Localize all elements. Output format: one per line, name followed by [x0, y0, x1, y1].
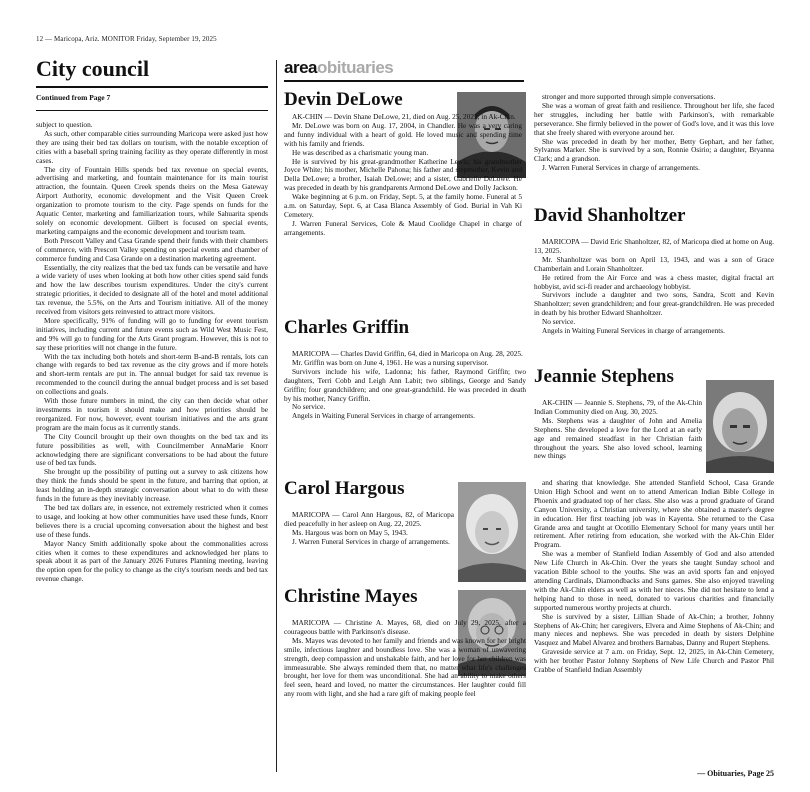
paragraph: Essentially, the city realizes that the bed tax funds can be versatile and have a wide variety of uses when looking at both how other cities spend said funds and how the law describes tourism expenditures. Under the city's current strategic priorities, it decided to designate all of the hotel and motel additional tax revenue, the 5.5%, on the Arts and Tourism initiative. All of the money received from visitors gets reinvested to attract more visitors.	[36, 262, 268, 317]
paragraph: She brought up the possibility of putting out a survey to ask citizens how they think the funds should be spent in the future, and barring that option, at least holding an in-depth strategic conversation about what to do with these funds in the future as they inevitably increase.	[36, 467, 268, 504]
paragraph: Ms. Mayes was devoted to her family and friends and was known for her bright smile, infectious laughter and boundless love. She was a woman of unwavering strength, deep compassion and unshakable faith, and her love for her children was immeasurable. She always reminded them that, no matter what life's challenges brought, her love for them was unconditional. She had an ability to make others feel seen, heard and loved, no matter the circumstances. Her laughter could fill any room with light, and she had a rare gift of making people feel	[284, 635, 526, 699]
paragraph: She is survived by a sister, Lillian Shade of Ak-Chin; a brother, Johnny Stephens of Ak-Chin; her caregivers, Elvera and Aime Stephens of Ak-Chin; and many nieces and nephews. She was preceded in death by sisters Delphine Vasquez and Mabel Alvarez and brothers Barnabas, Danny and Rupert Stephens.	[534, 611, 774, 648]
paragraph: He is survived by his great-grandmother Katherine Lewis; his grandmother Joyce White; his mother, Michelle Pahona; his father and stepmother, Kevin and Della DeLowe; a brother, Isaiah DeLowe; and a sister, Gabrielle DeLowe. He was preceded in death by his grandparents Armond DeLowe and Dolly Jackson.	[284, 156, 522, 193]
portrait-photo-stephens	[706, 380, 774, 473]
obit-name-delowe: Devin DeLowe	[284, 89, 403, 110]
paragraph: MARICOPA — Charles David Griffin, 64, died in Maricopa on Aug. 28, 2025.	[292, 349, 523, 358]
paragraph: With the tax including both hotels and short-term B-and-B rentals, lots can change with regards to bed tax revenue as the city grows and if more hotels and short-term rentals are put in. The annual budget for said tax revenue is recommended to the council during the annual budget process and is set based on collections and goals.	[36, 351, 268, 397]
paragraph: Graveside service at 7 a.m. on Friday, Sept. 12, 2025, in Ak-Chin Cemetery, with her brother Pastor Johnny Stephens of New Life Church and Pastor Phil Crabbe of Stanfield Indian Assembly	[534, 647, 774, 675]
jump-line: — Obituaries, Page 25	[697, 769, 774, 778]
paragraph: Mayor Nancy Smith additionally spoke about the commonalities across cities when it comes to these expenditures and acknowledged her plans to speak about it as part of the January 2026 Futures Planning meeting, leaving the option open for the policy to change as the city's tourism needs and bed tax revenue change.	[36, 538, 268, 584]
paragraph: AK-CHIN — Devin Shane DeLowe, 21, died on Aug. 25, 2025, in Ak-Chin.	[292, 112, 516, 121]
paragraph: The city of Fountain Hills spends bed tax revenue on special events, advertising and marketing, and fountain maintenance for its main tourist attraction, the fountain. Queen Creek spends theirs on the Mesa Gateway Airport Authority, economic development and the Visit Queen Creek organization to promote tourism to the city. Page spends on funds for the Aquatic Center, marketing and familiarization tours, while Sahuarita spends solely on economic development. Gilbert is focused on special events, marketing campaigns and the economic development and tourism team.	[36, 164, 268, 236]
header-rule	[284, 80, 524, 82]
paragraph: She was a member of Stanfield Indian Assembly of God and also attended New Life Church in Ak-Chin. Over the years she taught Sunday school and vacation Bible school to the youths. She was an avid sports fan and enjoyed attending Cardinals, Diamondbacks and Suns games. She also enjoyed traveling with the Ak-Chin elders as well as with her nieces. She did not hesitate to lend a helping hand to those in need, donated to various charities and financially supported numerous worthy projects at church.	[534, 549, 774, 612]
paragraph: Survivors include a daughter and two sons, Sandra, Scott and Kevin Shanholtzer; seven grandchildren; and four great-grandchildren. He was preceded in death by his brother Edward Shanholtzer.	[534, 290, 774, 318]
title-rule	[36, 86, 268, 88]
obit-name-shanholtzer: David Shanholtzer	[534, 205, 686, 226]
section-header-area: area	[284, 58, 317, 77]
paragraph: MARICOPA — Carol Ann Hargous, 82, of Maricopa died peacefully in her asleep on Aug. 22, 2025.	[284, 510, 454, 528]
paragraph: Ms. Hargous was born on May 5, 1943.	[292, 527, 408, 537]
paragraph: AK-CHIN — Jeannie S. Stephens, 79, of the Ak-Chin Indian Community died on Aug. 30, 2025.	[534, 398, 702, 416]
page-folio: 12 — Maricopa, Ariz. MONITOR Friday, September 19, 2025	[36, 35, 217, 43]
obit-text-mayes-continued	[534, 93, 774, 173]
paragraph: Angels in Waiting Funeral Services in charge of arrangements.	[542, 326, 725, 336]
obit-name-hargous: Carol Hargous	[284, 478, 405, 499]
paragraph: Mr. DeLowe was born on Aug. 17, 2004, in Chandler. He was a very caring and funny individual with a heart of gold. He loved music and spending time with his family and friends.	[284, 120, 522, 148]
obit-text-griffin	[284, 350, 526, 421]
section-header	[284, 58, 393, 78]
column-divider	[276, 60, 277, 772]
paragraph: Ms. Stephens was a daughter of John and Amelia Stephens. She developed a love for the Lord at an early age and remained steadfast in her Christian faith throughout the years. She also loved school, learning new things	[534, 415, 702, 461]
paragraph: subject to question.	[36, 120, 93, 129]
portrait-photo-hargous	[458, 482, 526, 582]
paragraph: J. Warren Funeral Services, Cole & Maud Coolidge Chapel in charge of arrangements.	[284, 218, 522, 237]
obit-text-hargous	[284, 511, 454, 547]
obit-text-mayes	[284, 619, 526, 699]
continued-rule	[36, 110, 268, 111]
paragraph: Mr. Shanholtzer was born on April 13, 1943, and was a son of Grace Chamberlain and Lorain Shanholtzer.	[534, 254, 774, 273]
paragraph: MARICOPA — David Eric Shanholtzer, 82, of Maricopa died at home on Aug. 13, 2025.	[534, 237, 774, 255]
paragraph: She was preceded in death by her mother, Betty Gephart, and her father, Sylvanus Marker. She is survived by a son, Ronnie Osirio; a daughter, Bryanna Clark; and a grandson.	[534, 136, 774, 164]
paragraph: No service.	[292, 402, 326, 412]
paragraph: With those future numbers in mind, the city can then decide what other investments in tourism it should make and how priorities should be reorganized. For now, however, event tourism initiatives and the arts grant program are the main focus as it currently stands.	[36, 396, 268, 432]
paragraph: Angels in Waiting Funeral Services in charge of arrangements.	[292, 411, 475, 421]
continued-line: Continued from Page 7	[36, 93, 111, 102]
paragraph: and sharing that knowledge. She attended Stanfield School, Casa Grande Union High School and went on to attend American Indian Bible College in Phoenix and graduated top of her class. She also was a proud graduate of Grand Canyon University, a Christian university, where she obtained a master's degree in education. Her first teaching job was in Kayenta. She returned to the Casa Grande area and taught at Ocotillo Elementary School for many years until her retirement. After retiring from education, she worked with the Ak-Chin Elder Program.	[534, 478, 774, 550]
paragraph: Mr. Griffin was born on June 4, 1961. He was a nursing supervisor.	[292, 357, 489, 367]
obit-name-griffin: Charles Griffin	[284, 317, 410, 338]
obit-text-stephens	[534, 479, 774, 675]
paragraph: Wake beginning at 6 p.m. on Friday, Sept. 5, at the family home. Funeral at 5 a.m. on Saturday, Sept. 6, at Casa Blanca Assembly of God. Burial in Vah Ki Cemetery.	[284, 192, 522, 219]
paragraph: No service.	[542, 317, 576, 327]
paragraph: stronger and more supported through simple conversations.	[542, 92, 716, 101]
paragraph: The City Council brought up their own thoughts on the bed tax and its future possibilities as well, with Councilmember AnnaMarie Knorr acknowledging there are significant conversations to be had about the future use of bed tax funds.	[36, 431, 268, 468]
obit-text-shanholtzer	[534, 238, 774, 336]
obit-name-mayes: Christine Mayes	[284, 586, 418, 607]
obit-text-delowe	[284, 113, 522, 238]
paragraph: He was described as a charismatic young man.	[292, 147, 429, 157]
paragraph: As such, other comparable cities surrounding Maricopa were asked just how they are using their bed tax dollars on tourism, with the notable exception of cities with a baseball spring training facility as they operate differently in most cases.	[36, 128, 268, 165]
paragraph: Survivors include his wife, Ladonna; his father, Raymond Griffin; two daughters, Terri Cobb and Leigh Ann Labit; two siblings, George and Sandy Griffin; four grandchildren; and one great-grandchild. He was preceded in death by his mother, Nancy Griffin.	[284, 366, 526, 403]
paragraph: MARICOPA — Christine A. Mayes, 68, died on July 29, 2025, after a courageous battle with Parkinson's disease.	[284, 618, 526, 636]
paragraph: More specifically, 91% of funding will go to funding for event tourism initiatives, including current and future events such as Wild West Music Fest, and 9% will go to funding for the Arts Grant program. However, this is not to say these priorities will not change in the future.	[36, 315, 268, 352]
obit-name-stephens: Jeannie Stephens	[534, 366, 674, 387]
paragraph: Both Prescott Valley and Casa Grande spend their funds with their chambers of commerce, with Prescott Valley spending on special events and chamber of commerce funding and Casa Grande on a destination marketing agreement.	[36, 235, 268, 263]
city-council-article	[36, 121, 268, 584]
paragraph: J. Warren Funeral Services in charge of arrangements.	[542, 163, 700, 173]
obit-text-stephens-intro	[534, 399, 702, 461]
paragraph: She was a woman of great faith and resilience. Throughout her life, she faced her struggles, including her battle with Parkinson's, with remarkable perseverance. She firmly believed in the power of God's love, and it was this love that she freely shared with everyone around her.	[534, 100, 774, 137]
article-title: City council	[36, 56, 150, 81]
section-header-obituaries: obituaries	[316, 58, 394, 77]
paragraph: J. Warren Funeral Services in charge of arrangements.	[292, 536, 450, 546]
paragraph: He retired from the Air Force and was a chess master, digital fractal art hobbyist, avid sci-fi reader and archaeology hobbyist.	[534, 272, 774, 291]
paragraph: The bed tax dollars are, in essence, not extremely restricted when it comes to usage, and looking at how other communities have used these funds, Knorr believes there is a crucial upcoming conversation about the highest and best use of these funds.	[36, 502, 268, 539]
